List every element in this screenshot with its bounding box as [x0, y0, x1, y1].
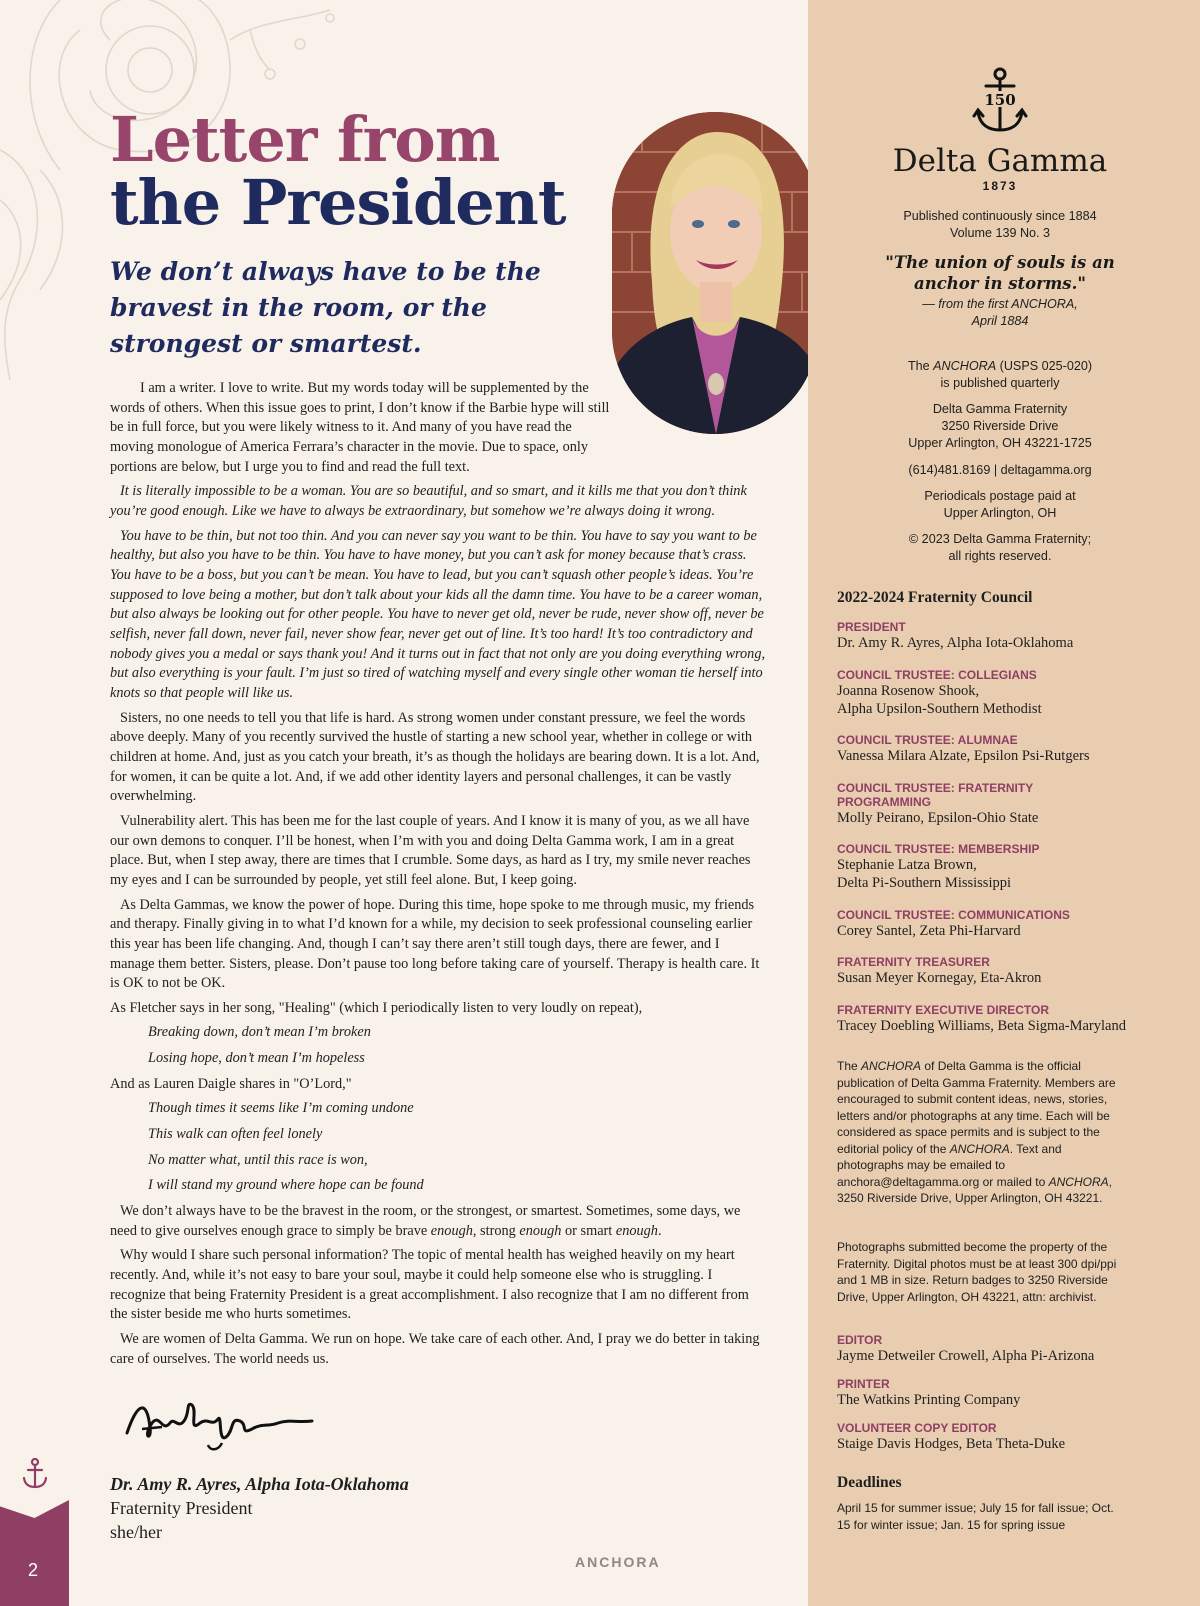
council-member: [837, 908, 1167, 940]
lyric-line: Losing hope, don’t mean I’m hopeless: [148, 1050, 365, 1067]
copyright-line: © 2023 Delta Gamma Fraternity;: [908, 532, 1092, 546]
magazine-name: ANCHORA: [575, 1554, 661, 1570]
brand-name: Delta Gamma: [892, 143, 1108, 179]
barbie-quote: You have to be thin, but not too thin. And you can never say you want to be thin. You have to say you want to be healthy, but also you have to be thin. You have to have money, but you can’t ask for money because that’s crass. You have to be a boss, but you can’t be mean. You have to lead, but you can’t squash other people’s ideas. You’re supposed to love being a mother, but don’t talk about your kids all the damn time. You have to be a career woman, but also always be looking out for other people. You have to never get old, never be rude, never show off, never be selfish, never fall down, never fail, never show fear, never get out of line. It’s too hard! It’s too contradictory and nobody gives you a medal or says thank you! And it turns out in fact that not only are you doing everything wrong, but also everything is your fault. I’m just so tired of watching myself and every single other woman tie herself into knots so that people will like us.: [110, 527, 766, 702]
anchora-name: ANCHORA: [933, 359, 997, 373]
delta-gamma-logo: [830, 66, 1170, 193]
staff-member: [837, 1377, 1167, 1409]
council-member: [837, 781, 1167, 827]
anchor-icon: [22, 1458, 48, 1490]
usps-line: [830, 358, 1170, 375]
role-label: PRESIDENT: [837, 620, 906, 634]
council-member: [837, 955, 1167, 987]
signoff-pronouns: she/her: [110, 1522, 162, 1542]
text-run: .: [657, 1222, 662, 1239]
signoff: [110, 1472, 409, 1544]
anchora-name: ANCHORA: [861, 1059, 922, 1073]
emphasis: enough: [519, 1222, 562, 1239]
paragraph: Vulnerability alert. This has been me for the last couple of years. And I know it is many of you, as we all have our own demons to conquer. I’ll be honest, when I’m with you and doing Delta Gamma work, I am in a great place. But, when I step away, there are times that I crumble. Some days, as hard as I try, my smile never reaches my eyes and I can be surrounded by people, yet still feel alone. But, I keep going.: [110, 812, 751, 889]
role-label: FRATERNITY TREASURER: [837, 955, 990, 969]
role-label: COUNCIL TRUSTEE: FRATERNITY PROGRAMMING: [837, 780, 1034, 809]
postage-info: [830, 488, 1170, 522]
role-label: COUNCIL TRUSTEE: ALUMNAE: [837, 733, 1018, 747]
postage-line: Upper Arlington, OH: [943, 506, 1057, 520]
member-name: Joanna Rosenow Shook,: [837, 682, 980, 699]
council-heading: 2022-2024 Fraternity Council: [837, 589, 1033, 606]
logo-badge-text: 150: [984, 91, 1016, 109]
member-chapter: Delta Pi-Southern Mississippi: [837, 875, 1012, 891]
role-label: FRATERNITY EXECUTIVE DIRECTOR: [837, 1002, 1050, 1017]
text-run: We don’t always have to be the bravest in the room, or the strongest, or smartest. Sometimes, some days, we need to give ourselves enough grace to simply be brave: [110, 1203, 741, 1239]
text-run: , 3250 Riverside Drive, Upper Arlington, OH 43221.: [837, 1174, 1112, 1205]
founding-year: 1873: [982, 179, 1018, 193]
council-list: [837, 620, 1167, 1050]
text-run: of Delta Gamma is the official publication of Delta Gamma Fraternity. Members are encouraged to submit content ideas, news, stories, letters and/or photographs at any time. Each will be considered as space permits and is subject to the editorial policy of the: [837, 1059, 1116, 1156]
postage-line: Periodicals postage paid at: [924, 489, 1076, 503]
address-line: 3250 Riverside Drive: [941, 419, 1059, 433]
member-name: Tracey Doebling Williams, Beta Sigma-Maryland: [837, 1017, 1126, 1034]
staff-list: [837, 1333, 1167, 1469]
anchora-name: ANCHORA: [949, 1141, 1010, 1156]
member-name: Stephanie Latza Brown,: [837, 857, 977, 873]
paragraph: And as Lauren Daigle shares in "O’Lord,": [110, 1075, 352, 1092]
council-member: [837, 668, 1167, 718]
paragraph: I am a writer. I love to write. But my words today will be supplemented by the words of others. When this issue goes to print, I don’t know if the Barbie hype will still be in full force, but you were likely witness to it. And many of you have read the moving monologue of America Ferrara’s character in the movie. Due to space, only portions are below, but I urge you to find and read the full text.: [110, 380, 610, 475]
title-line-2: the President: [110, 166, 566, 239]
paragraph: Sisters, no one needs to tell you that life is hard. As strong women under constant pressure, we feel the words above deeply. Many of you recently survived the hustle of starting a new school year, whether in college or with children at home. And, just as you catch your breath, it’s as though the holidays are bearing down. It is a lot. And, for women, it can be quite a lot. And, if we add other identity layers and personal challenges, it can be vastly overwhelming.: [110, 709, 760, 805]
emphasis: enough: [615, 1222, 658, 1239]
role-label: COUNCIL TRUSTEE: COMMUNICATIONS: [837, 907, 1070, 922]
page-title: [110, 103, 566, 239]
signature: [122, 1393, 322, 1453]
role-label: EDITOR: [837, 1333, 883, 1347]
about-text: [837, 1058, 1127, 1207]
copyright-line: all rights reserved.: [948, 549, 1052, 563]
published-since: Published continuously since 1884: [903, 209, 1097, 223]
staff-member: [837, 1421, 1167, 1453]
motto: "The union of souls is an anchor in storms.": [885, 253, 1115, 293]
lyric-line: This walk can often feel lonely: [148, 1125, 323, 1142]
role-label: PRINTER: [837, 1377, 890, 1391]
lyric-line: I will stand my ground where hope can be found: [148, 1177, 424, 1194]
deadlines-heading: Deadlines: [837, 1474, 902, 1491]
council-member: [837, 620, 1167, 652]
motto-block: [830, 252, 1170, 330]
signoff-title: Fraternity President: [110, 1498, 253, 1518]
signoff-name: Dr. Amy R. Ayres, Alpha Iota-Oklahoma: [110, 1474, 409, 1494]
deadlines-text: April 15 for summer issue; July 15 for fall issue; Oct. 15 for winter issue; Jan. 15 for spring issue: [837, 1501, 1114, 1532]
member-name: Dr. Amy R. Ayres, Alpha Iota-Oklahoma: [837, 635, 1074, 651]
role-label: COUNCIL TRUSTEE: COLLEGIANS: [837, 667, 1037, 682]
usps-line: is published quarterly: [940, 376, 1060, 390]
letter-body: [110, 379, 766, 1374]
member-name: Vanessa Milara Alzate, Epsilon Psi-Rutgers: [837, 748, 1090, 764]
text-run: (USPS 025-020): [996, 359, 1093, 373]
address-line: Delta Gamma Fraternity: [932, 402, 1068, 416]
deadlines: [837, 1500, 1127, 1533]
text-run: The: [837, 1059, 862, 1073]
contact-info: [830, 462, 1170, 479]
text-run: or smart: [561, 1222, 616, 1239]
subtitle: We don’t always have to be the bravest in the room, or the strongest or smartest.: [110, 257, 541, 358]
photos-note: [837, 1239, 1127, 1305]
paragraph: As Fletcher says in her song, "Healing" (which I periodically listen to very loudly on repeat),: [110, 999, 643, 1016]
emphasis: enough: [430, 1222, 473, 1239]
text-run: The: [907, 359, 934, 373]
role-label: COUNCIL TRUSTEE: MEMBERSHIP: [837, 842, 1040, 856]
anchor-150-icon: [970, 66, 1030, 138]
council-member: [837, 842, 1167, 892]
member-name: Corey Santel, Zeta Phi-Harvard: [837, 922, 1021, 939]
staff-member: [837, 1333, 1167, 1365]
member-name: Susan Meyer Kornegay, Eta-Akron: [837, 970, 1042, 986]
anchora-name: ANCHORA: [1048, 1174, 1109, 1189]
mailing-address: [830, 401, 1170, 452]
volume: Volume 139 No. 3: [949, 226, 1051, 240]
page-tab: [0, 1500, 69, 1606]
paragraph: As Delta Gammas, we know the power of hope. During this time, hope spoke to me through music, my friends and therapy. Finally giving in to what I’d known for a while, my decision to seek professional counseling earlier this year has been life changing. And, though I can’t say there aren’t still tough days, there are fewer, and I manage them better. Sisters, please. Don’t pause too long before taking care of yourself. Therapy is health care. It is OK to not be OK.: [110, 896, 760, 992]
lyric-line: Though times it seems like I’m coming undone: [148, 1100, 414, 1117]
member-chapter: Alpha Upsilon-Southern Methodist: [837, 700, 1042, 717]
council-member: [837, 733, 1167, 765]
lyric-line: No matter what, until this race is won,: [148, 1151, 368, 1168]
motto-source: — from the first ANCHORA,: [922, 297, 1078, 311]
member-name: The Watkins Printing Company: [837, 1392, 1021, 1408]
member-name: Jayme Detweiler Crowell, Alpha Pi-Arizona: [837, 1348, 1095, 1364]
paragraph: Why would I share such personal information? The topic of mental health has weighed heavily on my heart recently. And, while it’s not easy to bare your soul, maybe it could help someone else who is struggling. I recognize that being Fraternity President is a great accomplishment. I also recognize that I am no different from the sister beside me who hurts sometimes.: [110, 1247, 749, 1323]
role-label: VOLUNTEER COPY EDITOR: [837, 1421, 997, 1435]
member-name: Staige Davis Hodges, Beta Theta-Duke: [837, 1436, 1066, 1452]
text-run: , strong: [472, 1222, 520, 1239]
lyric-line: Breaking down, don’t mean I’m broken: [148, 1024, 371, 1041]
copyright-info: [830, 531, 1170, 565]
publication-info: [830, 208, 1170, 242]
usps-info: [830, 358, 1170, 392]
address-line: Upper Arlington, OH 43221-1725: [908, 436, 1092, 450]
barbie-quote: It is literally impossible to be a woman. You are so beautiful, and so smart, and it kills me that you don’t think you’re good enough. Like we have to always be extraordinary, but somehow we’re always doing it wrong.: [110, 483, 747, 520]
motto-source: April 1884: [971, 314, 1029, 328]
paragraph: [110, 1202, 766, 1241]
council-member: [837, 1003, 1167, 1035]
page-number: 2: [28, 1560, 39, 1580]
paragraph: We are women of Delta Gamma. We run on hope. We take care of each other. And, I pray we do better in taking care of ourselves. The world needs us.: [110, 1330, 760, 1367]
member-name: Molly Peirano, Epsilon-Ohio State: [837, 809, 1039, 826]
text-run: . Text and photographs may be emailed to anchora@deltagamma.org or mailed to: [837, 1141, 1062, 1189]
title-line-1: Letter from: [110, 103, 500, 176]
anchora-about: [837, 1058, 1127, 1207]
photos-text: Photographs submitted become the property of the Fraternity. Digital photos must be at least 300 dpi/ppi and 1 MB in size. Return badges to 3250 Riverside Drive, Upper Arlington, OH 43221, attn: archivist.: [837, 1240, 1117, 1304]
contact-line: (614)481.8169 | deltagamma.org: [908, 463, 1092, 477]
